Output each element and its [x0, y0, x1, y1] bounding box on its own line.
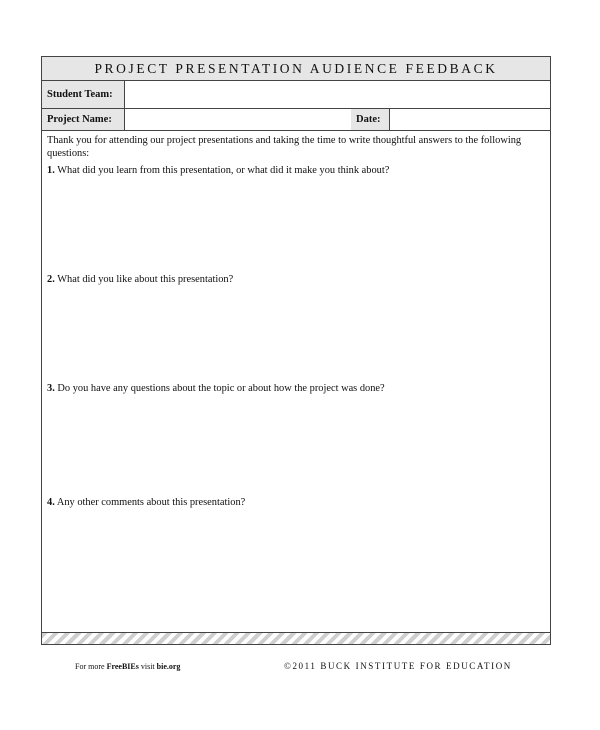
intro-text: Thank you for attending our project presentations and taking the time to write thoughtful answers to the following questions: — [47, 135, 522, 159]
footer-freebies-note — [75, 662, 180, 671]
date-field[interactable] — [390, 109, 550, 130]
feedback-form — [41, 56, 551, 645]
footer-visit: visit — [140, 662, 155, 671]
question-3-number: 3. — [47, 383, 55, 394]
form-title: PROJECT PRESENTATION AUDIENCE FEEDBACK — [42, 57, 550, 81]
student-team-row — [42, 81, 550, 109]
footer-prefix: For more — [75, 662, 105, 671]
decorative-stripe-bar — [42, 632, 550, 644]
question-2-text: What did you like about this presentation? — [57, 274, 234, 285]
question-4-number: 4. — [47, 497, 55, 508]
question-4-text: Any other comments about this presentation? — [56, 497, 246, 508]
project-name-field[interactable] — [125, 109, 352, 130]
question-3-text: Do you have any questions about the topic or about how the project was done? — [57, 383, 385, 394]
date-label: Date: — [351, 109, 390, 130]
project-name-row — [42, 109, 550, 131]
student-team-field[interactable] — [125, 81, 550, 108]
question-1 — [47, 165, 389, 176]
question-1-text: What did you learn from this presentation, or what did it make you think about? — [57, 165, 390, 176]
question-3 — [47, 383, 385, 394]
footer-copyright: ©2011 BUCK INSTITUTE FOR EDUCATION — [284, 661, 512, 671]
question-2-number: 2. — [47, 274, 55, 285]
project-name-label: Project Name: — [42, 109, 125, 130]
footer-link[interactable]: bie.org — [156, 662, 181, 671]
question-1-number: 1. — [47, 165, 55, 176]
question-2 — [47, 274, 233, 285]
student-team-label: Student Team: — [42, 81, 125, 108]
footer-freebies: FreeBIEs — [106, 662, 139, 671]
question-4 — [47, 497, 245, 508]
